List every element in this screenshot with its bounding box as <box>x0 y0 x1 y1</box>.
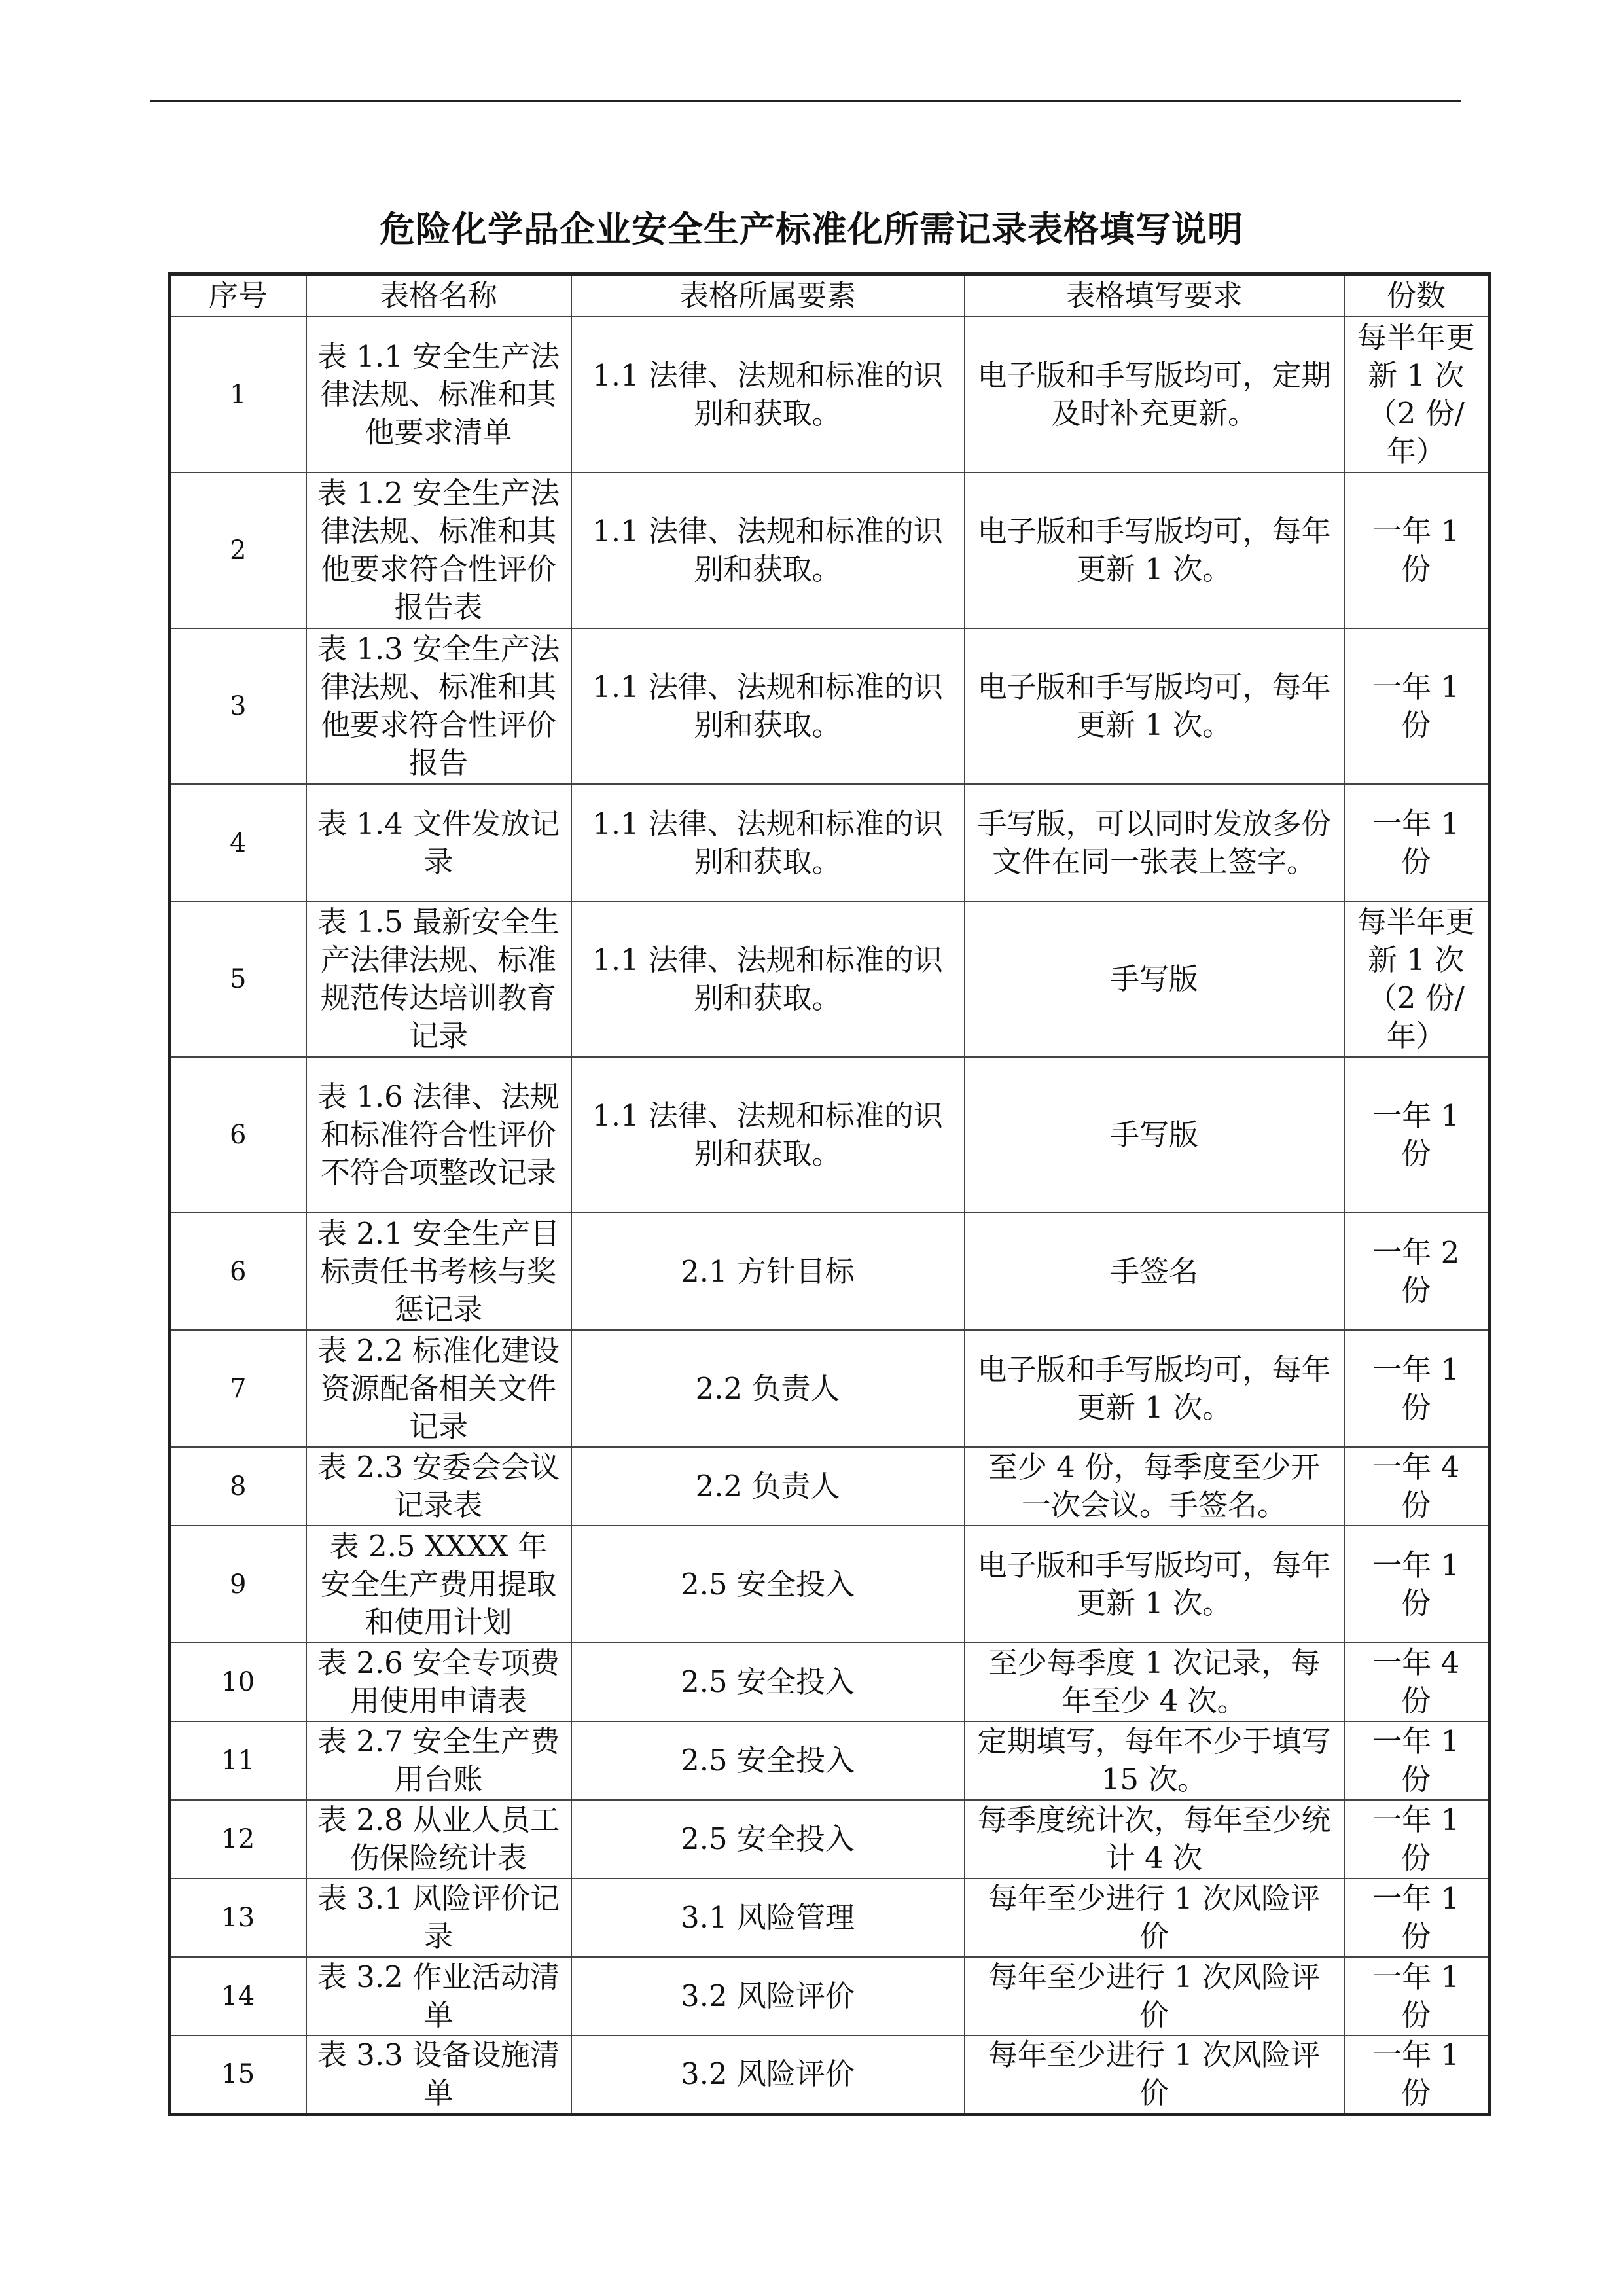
cell-element: 1.1 法律、法规和标准的识别和获取。 <box>571 628 965 784</box>
header-element: 表格所属要素 <box>571 274 965 317</box>
table-row <box>169 1957 1489 2036</box>
header-requirement: 表格填写要求 <box>965 274 1344 317</box>
cell-copies: 一年 1 份 <box>1344 1330 1489 1447</box>
cell-requirement: 电子版和手写版均可，定期及时补充更新。 <box>965 317 1344 473</box>
table-row <box>169 1800 1489 1878</box>
cell-requirement: 每年至少进行 1 次风险评价 <box>965 1957 1344 2036</box>
table-row <box>169 1721 1489 1800</box>
cell-copies: 每半年更新 1 次（2 份/年） <box>1344 901 1489 1057</box>
cell-copies: 一年 1 份 <box>1344 1057 1489 1213</box>
cell-requirement: 电子版和手写版均可，每年更新 1 次。 <box>965 1526 1344 1643</box>
table-row <box>169 473 1489 628</box>
cell-element: 2.5 安全投入 <box>571 1643 965 1721</box>
cell-form-name: 表 2.7 安全生产费用台账 <box>306 1721 571 1800</box>
cell-copies: 一年 1 份 <box>1344 1800 1489 1878</box>
cell-serial-no: 5 <box>169 901 306 1057</box>
cell-requirement: 电子版和手写版均可，每年更新 1 次。 <box>965 628 1344 784</box>
document-title: 危险化学品企业安全生产标准化所需记录表格填写说明 <box>380 209 1243 250</box>
cell-copies: 一年 1 份 <box>1344 2036 1489 2114</box>
cell-element: 3.2 风险评价 <box>571 2036 965 2114</box>
table-row <box>169 2036 1489 2114</box>
records-table <box>168 272 1491 2116</box>
table-row <box>169 628 1489 784</box>
cell-element: 2.5 安全投入 <box>571 1526 965 1643</box>
cell-form-name: 表 3.1 风险评价记录 <box>306 1878 571 1957</box>
cell-requirement: 至少每季度 1 次记录，每年至少 4 次。 <box>965 1643 1344 1721</box>
table-row <box>169 317 1489 473</box>
cell-serial-no: 15 <box>169 2036 306 2114</box>
cell-element: 2.5 安全投入 <box>571 1800 965 1878</box>
cell-element: 3.1 风险管理 <box>571 1878 965 1957</box>
cell-element: 1.1 法律、法规和标准的识别和获取。 <box>571 1057 965 1213</box>
cell-serial-no: 8 <box>169 1447 306 1526</box>
cell-copies: 一年 2 份 <box>1344 1213 1489 1330</box>
table-row <box>169 1526 1489 1643</box>
cell-serial-no: 1 <box>169 317 306 473</box>
cell-serial-no: 10 <box>169 1643 306 1721</box>
cell-copies: 一年 1 份 <box>1344 1957 1489 2036</box>
cell-serial-no: 2 <box>169 473 306 628</box>
cell-requirement: 电子版和手写版均可，每年更新 1 次。 <box>965 473 1344 628</box>
cell-serial-no: 12 <box>169 1800 306 1878</box>
cell-form-name: 表 3.2 作业活动清单 <box>306 1957 571 2036</box>
cell-form-name: 表 1.4 文件发放记录 <box>306 784 571 901</box>
cell-serial-no: 14 <box>169 1957 306 2036</box>
cell-element: 1.1 法律、法规和标准的识别和获取。 <box>571 784 965 901</box>
cell-form-name: 表 2.8 从业人员工伤保险统计表 <box>306 1800 571 1878</box>
table-header-row <box>169 274 1489 317</box>
header-serial-no: 序号 <box>169 274 306 317</box>
cell-form-name: 表 2.2 标准化建设资源配备相关文件记录 <box>306 1330 571 1447</box>
cell-requirement: 每年至少进行 1 次风险评价 <box>965 2036 1344 2114</box>
table-row <box>169 1330 1489 1447</box>
cell-form-name: 表 2.3 安委会会议记录表 <box>306 1447 571 1526</box>
header-copies: 份数 <box>1344 274 1489 317</box>
cell-requirement: 电子版和手写版均可，每年更新 1 次。 <box>965 1330 1344 1447</box>
cell-requirement: 手写版，可以同时发放多份文件在同一张表上签字。 <box>965 784 1344 901</box>
table-row <box>169 1643 1489 1721</box>
header-rule <box>150 100 1461 102</box>
cell-requirement: 每季度统计次，每年至少统计 4 次 <box>965 1800 1344 1878</box>
cell-serial-no: 6 <box>169 1057 306 1213</box>
cell-copies: 一年 1 份 <box>1344 784 1489 901</box>
cell-serial-no: 7 <box>169 1330 306 1447</box>
cell-serial-no: 11 <box>169 1721 306 1800</box>
cell-copies: 一年 1 份 <box>1344 628 1489 784</box>
cell-serial-no: 3 <box>169 628 306 784</box>
cell-element: 3.2 风险评价 <box>571 1957 965 2036</box>
cell-element: 1.1 法律、法规和标准的识别和获取。 <box>571 473 965 628</box>
cell-form-name: 表 2.1 安全生产目标责任书考核与奖惩记录 <box>306 1213 571 1330</box>
cell-copies: 一年 4 份 <box>1344 1447 1489 1526</box>
table-row <box>169 1878 1489 1957</box>
cell-requirement: 手写版 <box>965 901 1344 1057</box>
cell-form-name: 表 1.2 安全生产法律法规、标准和其他要求符合性评价报告表 <box>306 473 571 628</box>
cell-form-name: 表 2.5 XXXX 年安全生产费用提取和使用计划 <box>306 1526 571 1643</box>
cell-copies: 一年 1 份 <box>1344 1721 1489 1800</box>
table-row <box>169 1447 1489 1526</box>
table-row <box>169 784 1489 901</box>
table-row <box>169 1057 1489 1213</box>
header-form-name: 表格名称 <box>306 274 571 317</box>
cell-requirement: 至少 4 份，每季度至少开一次会议。手签名。 <box>965 1447 1344 1526</box>
table-row <box>169 1213 1489 1330</box>
cell-element: 2.5 安全投入 <box>571 1721 965 1800</box>
cell-requirement: 手写版 <box>965 1057 1344 1213</box>
cell-form-name: 表 3.3 设备设施清单 <box>306 2036 571 2114</box>
cell-requirement: 定期填写，每年不少于填写 15 次。 <box>965 1721 1344 1800</box>
cell-element: 2.2 负责人 <box>571 1330 965 1447</box>
cell-requirement: 手签名 <box>965 1213 1344 1330</box>
cell-copies: 一年 1 份 <box>1344 473 1489 628</box>
cell-copies: 一年 1 份 <box>1344 1878 1489 1957</box>
cell-form-name: 表 2.6 安全专项费用使用申请表 <box>306 1643 571 1721</box>
cell-requirement: 每年至少进行 1 次风险评价 <box>965 1878 1344 1957</box>
cell-form-name: 表 1.6 法律、法规和标准符合性评价不符合项整改记录 <box>306 1057 571 1213</box>
cell-element: 1.1 法律、法规和标准的识别和获取。 <box>571 317 965 473</box>
cell-form-name: 表 1.3 安全生产法律法规、标准和其他要求符合性评价报告 <box>306 628 571 784</box>
cell-copies: 一年 4 份 <box>1344 1643 1489 1721</box>
cell-element: 1.1 法律、法规和标准的识别和获取。 <box>571 901 965 1057</box>
cell-serial-no: 9 <box>169 1526 306 1643</box>
table-row <box>169 901 1489 1057</box>
cell-element: 2.2 负责人 <box>571 1447 965 1526</box>
cell-form-name: 表 1.5 最新安全生产法律法规、标准规范传达培训教育记录 <box>306 901 571 1057</box>
cell-serial-no: 13 <box>169 1878 306 1957</box>
cell-copies: 一年 1 份 <box>1344 1526 1489 1643</box>
cell-element: 2.1 方针目标 <box>571 1213 965 1330</box>
cell-form-name: 表 1.1 安全生产法律法规、标准和其他要求清单 <box>306 317 571 473</box>
cell-copies: 每半年更新 1 次（2 份/年） <box>1344 317 1489 473</box>
cell-serial-no: 4 <box>169 784 306 901</box>
cell-serial-no: 6 <box>169 1213 306 1330</box>
